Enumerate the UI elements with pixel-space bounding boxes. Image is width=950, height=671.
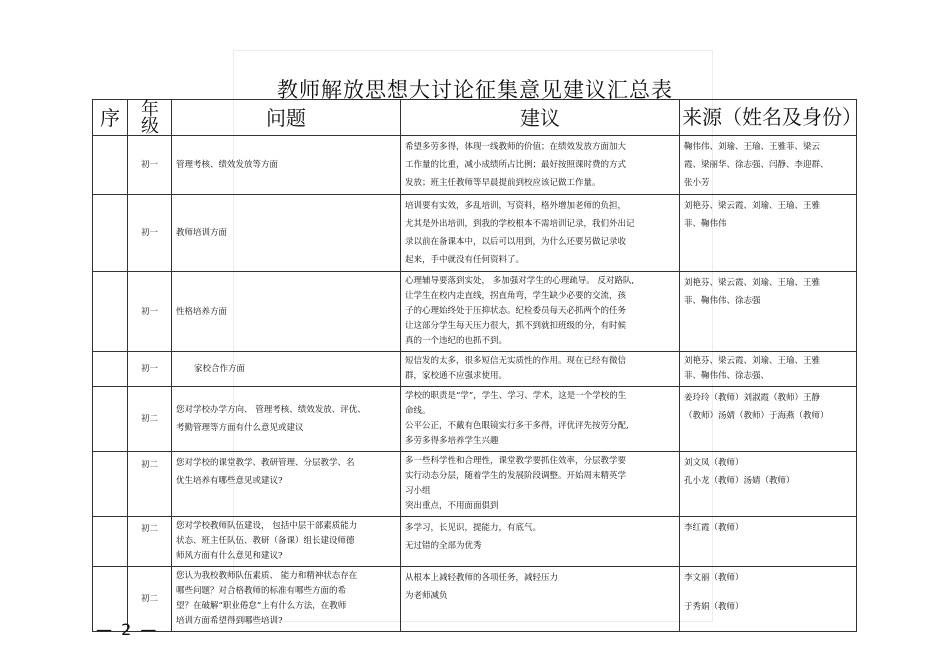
issue-line: 您对学校教师队伍建设， 包括中层干部素质能力 [176, 521, 358, 531]
row-suggestion [401, 387, 680, 452]
header-row [93, 100, 857, 136]
suggestion-line: 多劳多得多培养学生兴趣 [405, 436, 499, 446]
issue-line: 哪些问题？对合格教师的标准有哪些方面的希 [176, 586, 347, 596]
source-line: 菲、鞠伟伟、徐志强、 [684, 371, 770, 381]
suggestion-line: 培训要有实效，多乱培训，写资料，格外增加老师的负担， [405, 201, 627, 211]
row-grade: 初一 [128, 272, 172, 352]
table-row [93, 352, 857, 387]
table-row [93, 272, 857, 352]
row-issue [172, 387, 401, 452]
issue-line: 状态、班主任队伍、教研（备课）组长建设师德 [176, 536, 355, 546]
table-row [93, 195, 857, 272]
row-suggestion [401, 195, 680, 272]
issue-line: 教师培训方面 [176, 228, 228, 238]
source-line: 李红霞（教师） [684, 523, 744, 533]
row-source [680, 136, 857, 195]
issue-line: 您对学校的课堂教学、教研管理、分层教学、名 [176, 458, 355, 468]
row-seq [93, 352, 128, 387]
issue-line: 望？在破解“职业倦怠”上有什么方法，在教师 [176, 601, 347, 611]
row-seq [93, 136, 128, 195]
suggestion-line: 录以前在备课本中，以后可以用到，为什么还要另做记录收 [405, 237, 627, 247]
source-line: 刘艳芬、梁云霞、刘瑜、王瑜、王雅 [684, 201, 821, 211]
issue-line: 优生培养有哪些意见或建议? [176, 476, 283, 486]
source-line: 刘文凤（教师） [684, 458, 744, 468]
suggestion-line: 多学习，长见识，提能力，有底气。 [405, 523, 542, 533]
suggestion-line: 心理辅导要落到实处， 多加强对学生的心理疏导。 反对路队, [405, 276, 635, 286]
source-line: （教师）汤婧（教师）于海燕（教师） [684, 411, 829, 421]
source-spacer [684, 587, 852, 598]
suggestion-line: 工作量的比重，减小成绩所占比例；最好按照课时费的方式 [405, 160, 627, 170]
suggestion-line: 学校的职责是“学”，学生、学习、学术，这是一个学校的生 [405, 391, 627, 401]
row-issue [172, 517, 401, 567]
row-seq [93, 517, 128, 567]
source-line: 刘艳芬、梁云霞、刘瑜、王瑜、王雅 [684, 356, 821, 366]
table-row [93, 452, 857, 517]
row-grade: 初二 [128, 452, 172, 517]
issue-line: 家校合作方面 [194, 364, 246, 374]
page-title: 教师解放思想大讨论征集意见建议汇总表 [277, 78, 673, 102]
table-row [93, 567, 857, 632]
row-grade: 初一 [128, 195, 172, 272]
row-issue [172, 352, 401, 387]
row-source [680, 195, 857, 272]
suggestion-line: 让学生在校内走直线，拐直角弯，学生缺少必要的交流，孩 [405, 291, 627, 301]
row-suggestion [401, 272, 680, 352]
issue-line: 管理考核、绩效发放等方面 [176, 160, 279, 170]
row-issue [172, 452, 401, 517]
table-row [93, 387, 857, 452]
row-grade: 初二 [128, 387, 172, 452]
row-source [680, 517, 857, 567]
source-line: 李文丽（教师） [684, 573, 744, 583]
suggestion-line: 子的心理始终处于压抑状态。纪检委员每天必抓两个的任务 [405, 306, 627, 316]
header-seq: 序 [93, 100, 128, 136]
suggestion-line: 习小组 [405, 486, 431, 496]
suggestion-line: 为老师减负 [405, 591, 448, 601]
suggestion-line: 尤其是外出培训，到我的学校根本不需培训记录，我们外出记 [405, 219, 635, 229]
issue-line: 性格培养方面 [176, 306, 228, 317]
row-issue [172, 195, 401, 272]
row-source [680, 272, 857, 352]
suggestion-line: 起来，手中就没有任何资料了。 [405, 255, 525, 265]
suggestion-line: 突出重点，不用面面俱到 [405, 501, 499, 511]
row-issue [172, 272, 401, 352]
row-grade: 初一 [128, 352, 172, 387]
suggestion-line: 实行动态分层，随着学生的发展阶段调整。开始周末精英学 [405, 471, 627, 481]
header-suggestion: 建议 [401, 100, 680, 136]
header-grade-label: 年级 [141, 98, 159, 137]
suggestion-line: 希望多劳多得，体现一线教师的价值；在绩效发放方面加大 [405, 142, 627, 152]
source-line: 霞、梁丽华、徐志强、闫静、李迎群、 [684, 160, 829, 170]
suggestion-line: 无过错的全部为优秀 [405, 541, 482, 551]
source-line: 姜玲玲（教师）刘淑霞（教师）王静 [684, 393, 821, 403]
suggestion-line: 从根本上减轻教师的各项任务，减轻压力 [405, 573, 559, 583]
row-suggestion [401, 352, 680, 387]
row-seq [93, 452, 128, 517]
source-line: 刘艳芬、梁云霞、刘瑜、王瑜、王雅 [684, 278, 821, 288]
suggestion-line: 多一些科学性和合理性，课堂教学要抓住效率，分层教学要 [405, 456, 627, 466]
row-suggestion [401, 567, 680, 632]
suggestion-line: 发放；班主任教师等早晨提前到校应该记做工作量。 [405, 178, 601, 188]
header-issue: 问题 [172, 100, 401, 136]
source-line: 于秀娟（教师） [684, 602, 744, 612]
issue-line: 您认为我校教师队伍素质、 能力和精神状态存在 [176, 571, 358, 581]
summary-table [92, 98, 862, 632]
source-line: 鞠伟伟、刘瑜、王瑜、王雅菲、梁云 [684, 142, 821, 152]
row-grade: 初二 [128, 517, 172, 567]
source-line: 菲、鞠伟伟、徐志强 [684, 296, 761, 306]
suggestion-line: 群，家校通不应强求使用。 [405, 371, 508, 381]
row-grade: 初二 [128, 567, 172, 632]
suggestion-line: 命线。 [405, 406, 431, 416]
row-issue [172, 567, 401, 632]
issue-line: 您对学校办学方向、 管理考核、绩效发放、评优、 [176, 405, 366, 415]
row-source [680, 567, 857, 632]
issue-line: 师风方面有什么意见和建议? [176, 551, 283, 561]
issue-line: 考勤管理等方面有什么意见或建议 [176, 423, 304, 433]
header-grade [128, 100, 172, 136]
row-suggestion [401, 452, 680, 517]
row-seq [93, 195, 128, 272]
suggestion-line: 公平公正，不戴有色眼镜实行多干多得，评优评先按劳分配, [405, 421, 629, 431]
source-line: 张小芳 [684, 178, 710, 188]
issue-line: 培训方面希望得到哪些培训? [176, 616, 283, 626]
suggestion-line: 真的一个违纪的也抓不到。 [405, 336, 508, 346]
suggestion-line: 短信发的太多，很多短信无实质性的作用。现在已经有微信 [405, 356, 627, 366]
source-line: 菲、鞠伟伟 [684, 219, 727, 229]
page-number: — 2 — [96, 620, 159, 639]
row-source [680, 352, 857, 387]
source-line: 孔小龙（教师）汤婧（教师） [684, 476, 795, 486]
row-suggestion [401, 136, 680, 195]
row-source [680, 387, 857, 452]
row-source [680, 452, 857, 517]
table-row [93, 136, 857, 195]
table-row [93, 517, 857, 567]
row-seq [93, 272, 128, 352]
row-seq [93, 387, 128, 452]
row-suggestion [401, 517, 680, 567]
row-grade: 初一 [128, 136, 172, 195]
suggestion-line: 让这部分学生每天压力很大，抓不到就扣班级的分，有时候 [405, 321, 627, 331]
row-issue [172, 136, 401, 195]
header-source: 来源（姓名及身份） [680, 100, 857, 136]
